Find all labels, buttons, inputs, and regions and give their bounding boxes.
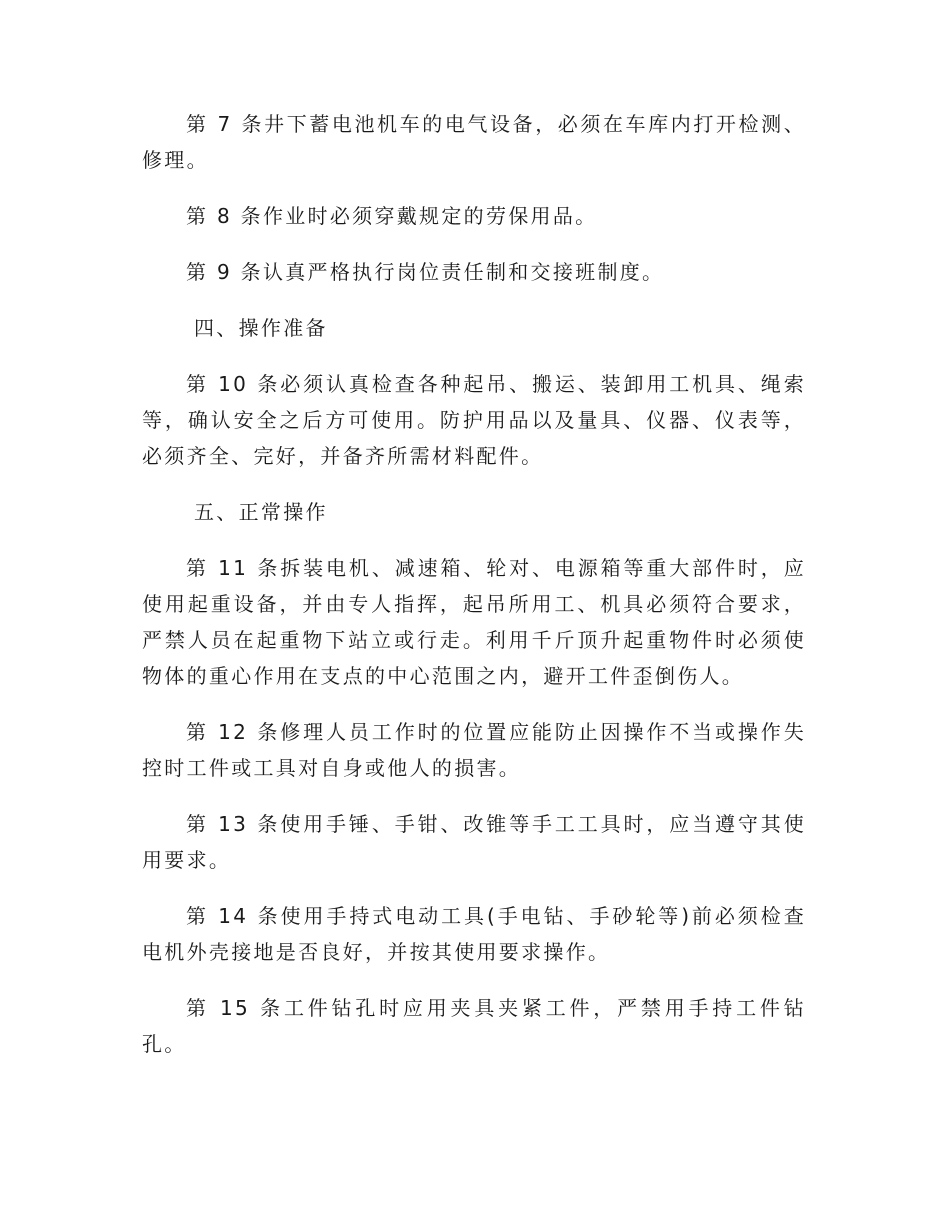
article-15: 第 15 条工件钻孔时应用夹具夹紧工件，严禁用手持工件钻孔。 [142,996,806,1056]
article-10: 第 10 条必须认真检查各种起吊、搬运、装卸用工机具、绳索等，确认安全之后方可使用。防护用品以及量具、仪器、仪表等，必须齐全、完好，并备齐所需材料配件。 [142,372,806,468]
document-body [142,106,806,1082]
article-8: 第 8 条作业时必须穿戴规定的劳保用品。 [186,204,598,228]
section-5-heading: 五、正常操作 [194,500,328,524]
article-7: 第 7 条井下蓄电池机车的电气设备，必须在车库内打开检测、修理。 [142,112,806,172]
article-9: 第 9 条认真严格执行岗位责任制和交接班制度。 [186,260,665,284]
article-13: 第 13 条使用手锤、手钳、改锥等手工工具时，应当遵守其使用要求。 [142,812,806,872]
article-14: 第 14 条使用手持式电动工具(手电钻、手砂轮等)前必须检查电机外壳接地是否良好，并按其使用要求操作。 [142,904,806,964]
article-11: 第 11 条拆装电机、减速箱、轮对、电源箱等重大部件时，应使用起重设备，并由专人指挥，起吊所用工、机具必须符合要求，严禁人员在起重物下站立或行走。利用千斤顶升起重物件时必须使物体的重心作用在支点的中心范围之内，避开工件歪倒伤人。 [142,556,806,688]
article-12: 第 12 条修理人员工作时的位置应能防止因操作不当或操作失控时工件或工具对自身或他人的损害。 [142,720,806,780]
section-4-heading: 四、操作准备 [194,316,328,340]
